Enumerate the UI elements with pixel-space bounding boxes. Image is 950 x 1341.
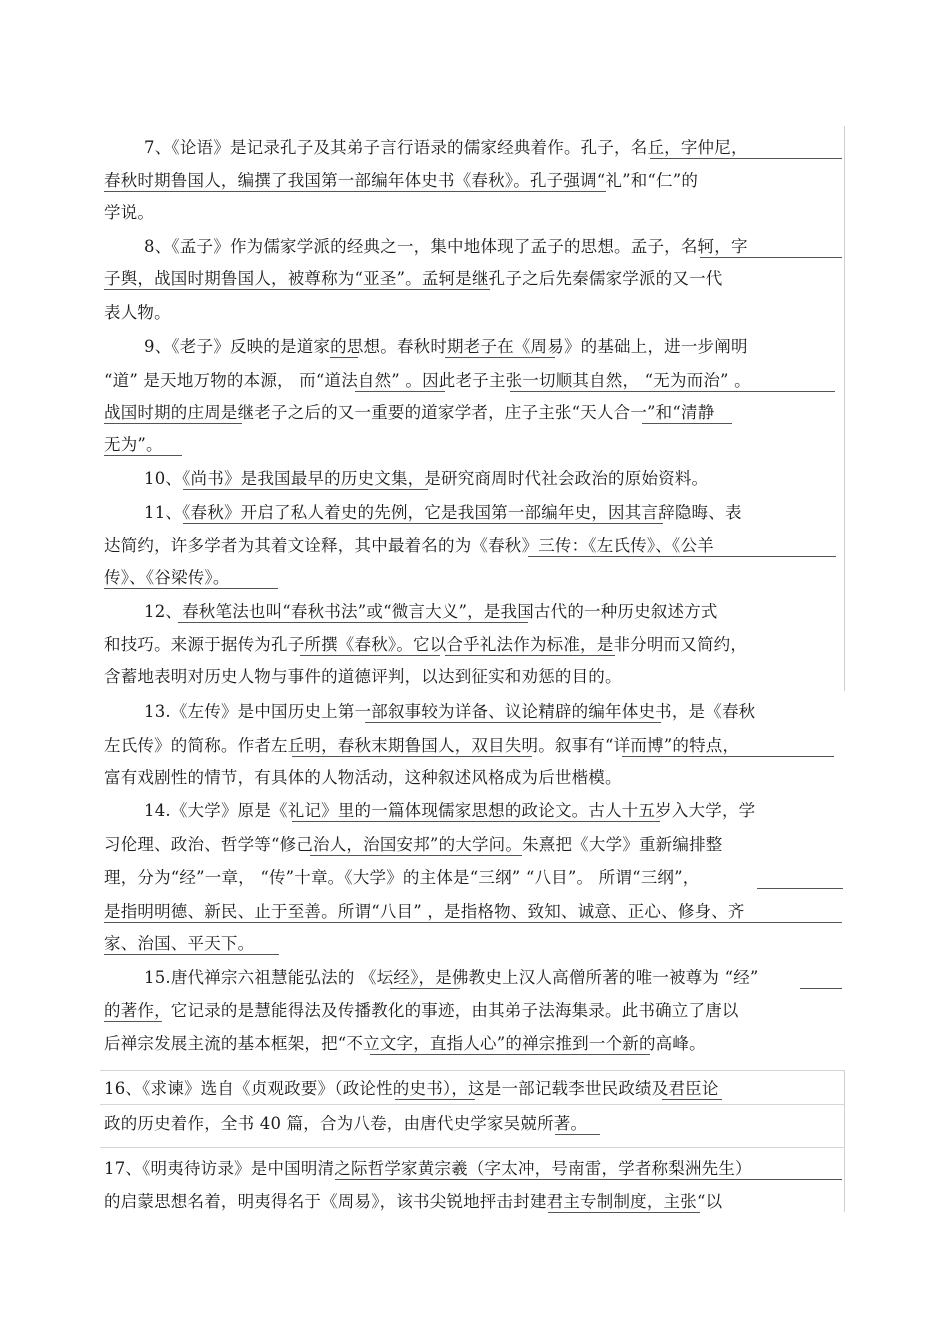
- underline-mark: [104, 588, 278, 589]
- text-line: 学说。: [104, 203, 155, 222]
- underline-mark: [370, 1054, 650, 1055]
- text-line: 理，分为“经”一章， “传”十章。《大学》的主体是“三纲” “八目”。 所谓“三纲”，: [104, 868, 700, 887]
- underline-mark: [355, 391, 445, 392]
- underline-mark: [528, 556, 836, 557]
- text-line: 政的历史着作，全书 40 篇，合为八卷，由唐代史学家吴兢所著。: [104, 1114, 588, 1133]
- underline-mark: [445, 357, 555, 358]
- text-line: 含蓄地表明对历史人物与事件的道德评判，以达到征实和劝惩的目的。: [104, 667, 622, 686]
- text-line: 战国时期的庄周是继老子之后的又一重要的道家学者，庄子主张“天人合一”和“清静: [104, 403, 715, 422]
- underline-mark: [548, 1212, 700, 1213]
- underline-mark: [390, 988, 460, 989]
- text-line: 14.《大学》原是《礼记》里的一篇体现儒家思想的政论文。古人十五岁入大学，学: [144, 801, 756, 820]
- text-line: 表人物。: [104, 303, 171, 322]
- text-line: 是指明明德、新民、止于至善。所谓“八目” ，是指格物、致知、诚意、正心、修身、齐: [104, 902, 745, 921]
- underline-mark: [662, 1099, 722, 1100]
- text-line: 16、《求谏》选自《贞观政要》（政论性的史书），这是一部记载李世民政绩及君臣论: [104, 1079, 719, 1098]
- text-line: 7、《论语》是记录孔子及其弟子言行语录的儒家经典着作。孔子，名丘，字仲尼，: [144, 138, 748, 157]
- underline-mark: [335, 1179, 842, 1180]
- text-line: 达简约，许多学者为其着文诠释，其中最着名的为《春秋》三传：《左氏传》、《公羊: [104, 536, 714, 555]
- underline-mark: [642, 423, 732, 424]
- underline-mark: [104, 191, 606, 192]
- underline-mark: [445, 655, 615, 656]
- text-line: 8、《孟子》作为儒家学派的经典之一，集中地体现了孟子的思想。孟子，名轲，字: [144, 237, 748, 256]
- text-line: “道” 是天地万物的本源， 而“道法自然” 。因此老子主张一切顺其自然， “无为而治” 。: [104, 371, 751, 390]
- underline-mark: [800, 988, 842, 989]
- underline-mark: [104, 954, 279, 955]
- text-line: 子舆，战国时期鲁国人，被尊称为“亚圣”。孟轲是继孔子之后先秦儒家学派的又一代: [104, 269, 723, 288]
- underline-mark: [690, 391, 835, 392]
- underline-mark: [700, 257, 842, 258]
- text-line: 无为”。: [104, 435, 163, 454]
- row-separator: [100, 1104, 845, 1105]
- underline-mark: [104, 1021, 162, 1022]
- underline-mark: [300, 655, 440, 656]
- text-line: 的启蒙思想名着，明夷得名于《周易》，该书尖锐地抨击封建君主专制制度，主张“以: [104, 1192, 723, 1211]
- text-line: 9、《老子》反映的是道家的思想。春秋时期老子在《周易》的基础上，进一步阐明: [144, 337, 748, 356]
- underline-mark: [183, 489, 428, 490]
- text-line: 17、《明夷待访录》是中国明清之际哲学家黄宗羲（字太冲，号南雷，学者称梨洲先生）: [104, 1159, 752, 1178]
- row-separator: [100, 1070, 845, 1071]
- underline-mark: [555, 1134, 600, 1135]
- text-line: 家、治国、平天下。: [104, 934, 255, 953]
- underline-mark: [178, 622, 528, 623]
- underline-mark: [365, 722, 661, 723]
- underline-mark: [104, 922, 842, 923]
- text-line: 的著作，它记录的是慧能得法及传播教化的事迹，由其弟子法海集录。此书确立了唐以: [104, 1001, 739, 1020]
- underline-mark: [292, 821, 660, 822]
- text-line: 左氏传》的简称。作者左丘明，春秋末期鲁国人，双目失明。叙事有“详而博”的特点，: [104, 736, 740, 755]
- underline-mark: [330, 357, 358, 358]
- underline-mark: [622, 756, 834, 757]
- text-line: 10、《尚书》是我国最早的历史文集，是研究商周时代社会政治的原始资料。: [144, 469, 709, 488]
- underline-mark: [104, 423, 242, 424]
- text-line: 传》、《谷梁传》。: [104, 568, 230, 587]
- underline-mark: [510, 391, 690, 392]
- underline-mark: [757, 888, 843, 889]
- row-separator: [100, 1147, 845, 1148]
- text-line: 和技巧。来源于据传为孔子所撰《春秋》。它以合乎礼法作为标准，是非分明而又简约，: [104, 635, 748, 654]
- underline-mark: [650, 158, 842, 159]
- underline-mark: [104, 289, 490, 290]
- underline-mark: [310, 855, 522, 856]
- text-line: 春秋时期鲁国人，编撰了我国第一部编年体史书《春秋》。孔子强调“礼”和“仁”的: [104, 171, 699, 190]
- underline-mark: [183, 523, 663, 524]
- text-line: 12、春秋笔法也叫“春秋书法”或“微言大义”，是我国古代的一种历史叙述方式: [144, 602, 718, 621]
- text-line: 习伦理、政治、哲学等“修己治人，治国安邦”的大学问。朱熹把《大学》重新编排整: [104, 835, 723, 854]
- text-line: 富有戏剧性的情节，有具体的人物活动，这种叙述风格成为后世楷模。: [104, 768, 622, 787]
- text-line: 后禅宗发展主流的基本框架，把“不立文字，直指人心”的禅宗推到一个新的高峰。: [104, 1034, 706, 1053]
- underline-mark: [292, 756, 532, 757]
- text-line: 15.唐代禅宗六祖慧能弘法的 《坛经》，是佛教史上汉人高僧所著的唯一被尊为 “经”: [144, 968, 759, 987]
- text-line: 11、《春秋》开启了私人着史的先例，它是我国第一部编年史，因其言辞隐晦、表: [144, 503, 742, 522]
- text-line: 13.《左传》是中国历史上第一部叙事较为详备、议论精辟的编年体史书，是《春秋: [144, 702, 756, 721]
- underline-mark: [395, 1099, 475, 1100]
- underline-mark: [104, 455, 182, 456]
